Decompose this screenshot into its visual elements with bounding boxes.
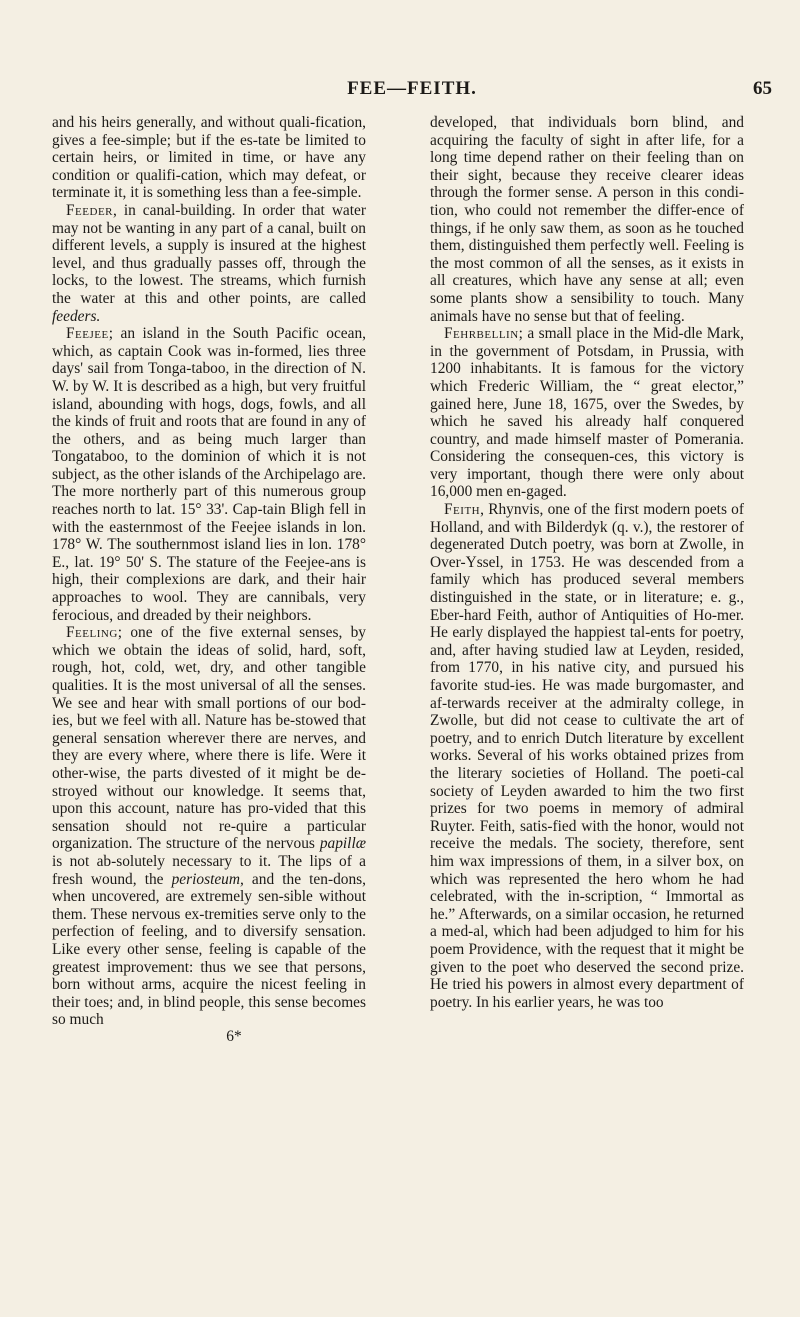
entry-feeling [52, 624, 366, 1029]
entry-text-feeling-c: and the ten-dons, when uncovered, are extremely sen-sible without them. These nervous ex-tremities serve only to the perfection of feeling, and to diversify sensation. Like every other sense, feeling is capable of the greatest improvement: thus we see that persons, born without arms, acquire the nicest feeling in their toes; and, in blind people, this sense becomes so much [52, 870, 366, 1029]
page-number: 65 [753, 78, 772, 99]
page-header [52, 78, 772, 108]
entry-feejee [52, 325, 366, 624]
entry-text-feeling-b: is not ab-solutely necessary to it. The lips of a fresh wound, the [52, 852, 366, 888]
entry-text-feeder: , in canal-building. In order that water may not be wanting in any part of a canal, built on different levels, a supply is insured at the highest level, and thus gradually passes off, through the locks, to the lowest. The streams, which furnish the water at this and other points, are called [52, 201, 366, 307]
entry-term-feeling: Feeling [66, 624, 118, 642]
entry-feeder [52, 202, 366, 325]
left-column [52, 114, 366, 1045]
entry-term-feith: Feith [444, 501, 481, 519]
entry-text-feith: , Rhynvis, one of the first modern poets of Holland, and with Bilderdyk (q. v.), the restorer of degenerated Dutch poetry, was born at Zwolle, in Over-Yssel, in 1753. He was descended from a family which has produced several members distinguished in the state, or in literature; e. g., Eber-hard Feith, author of Antiquities of Ho-mer. He early displayed the happiest tal-ents for poetry, and, after having studied law at Leyden, resided, from 1770, in his native city, and pursued his favorite stud-ies. He was made burgomaster, and af-terwards receiver at the admiralty college, in Zwolle, but did not cease to cultivate the art of poetry, and to enrich Dutch literature by excellent works. Several of his works obtained prizes from the literary societies of Holland. The poeti-cal society of Leyden awarded to him the two first prizes for two poems in memory of admiral Ruyter. Feith, satis-fied with the honor, would not receive the medals. The society, therefore, sent him wax impressions of them, in a silver box, on which was represented the hero whom he had celebrated, with the in-scription, “ Immortal as he.” Afterwards, on a similar occasion, he returned a med-al, which had been adjudged to him for his poem Providence, with the request that it might be given to the poet who deserved the second prize. He tried his powers in almost every department of poetry. In his earlier years, he was too [430, 501, 744, 1011]
right-column [430, 114, 744, 1011]
entry-text-feeling-a: ; one of the five external senses, by which we obtain the ideas of solid, hard, soft, rough, hot, cold, wet, dry, and other tangible qualities. It is the most universal of all the senses. We see and hear with small portions of our bod-ies, but we feel with all. Nature has be-stowed that general sensation wherever there are nerves, and they are every where, where there is life. Were it other-wise, the parts divested of it might be de-stroyed without our knowledge. It seems that, upon this account, nature has pro-vided that this sensation should not re-quire a particular organization. The structure of the nervous [52, 624, 366, 853]
entry-fehrbellin [430, 325, 744, 501]
fee-simple-continuation: and his heirs generally, and without quali-fication, gives a fee-simple; but if the es-tate be limited to certain heirs, or limited in time, or have any condition or qualifi-cation, which may defeat, or terminate it, it is something less than a fee-simple. [52, 114, 366, 202]
entry-feith [430, 501, 744, 1011]
entry-italic-periosteum: periosteum, [171, 870, 244, 888]
entry-text-feejee: ; an island in the South Pacific ocean, which, as captain Cook was in-formed, lies three days' sail from Tonga-taboo, in the direction of N. W. by W. It is described as a high, but very fruitful island, abounding with hogs, dogs, fowls, and all the kinds of fruit and roots that are found in any of the others, and as being much larger than Tongataboo, to the dominion of which it is not subject, as the other islands of the Archipelago are. The more northerly part of this numerous group reaches north to lat. 15° 33'. Cap-tain Bligh fell in with the easternmost of the Feejee islands in lon. 178° W. The southernmost island lies in lon. 178° E., lat. 19° 50' S. The stature of the Feejee-ans is high, their complexions are dark, and their hair approaches to wool. They are cannibals, very ferocious, and dreaded by their neighbors. [52, 325, 366, 624]
entry-term-fehrbellin: Fehrbellin [444, 325, 519, 343]
running-title: FEE—FEITH. [347, 78, 477, 99]
entry-term-feeder: Feeder [66, 201, 113, 219]
entry-term-feejee: Feejee [66, 325, 109, 343]
signature-mark: 6* [226, 1027, 242, 1045]
entry-italic-papillae: papillæ [319, 835, 366, 853]
entry-text-fehrbellin: ; a small place in the Mid-dle Mark, in the government of Potsdam, in Prussia, with 1200 inhabitants. It is famous for the victory which Frederic William, the “ great elector,” gained here, June 18, 1675, over the Swedes, by which he saved his already half conquered country, and made himself master of Pomerania. Considering the consequen-ces, this victory is very important, though there were only about 16,000 men en-gaged. [430, 325, 744, 501]
entry-italic-feeders: feeders. [52, 307, 101, 325]
feeling-continuation: developed, that individuals born blind, and acquiring the faculty of sight in after life, for a long time depend rather on their feeling than on their sight, because they receive clearer ideas through the former sense. A person in this condi-tion, who could not remember the differ-ence of things, if he only saw them, as soon as he touched them, distinguished them perfectly well. Feeling is the most common of all the senses, as it exists in all creatures, which have any sense at all; even some plants show a sensibility to touch. Many animals have no sense but that of feeling. [430, 114, 744, 325]
